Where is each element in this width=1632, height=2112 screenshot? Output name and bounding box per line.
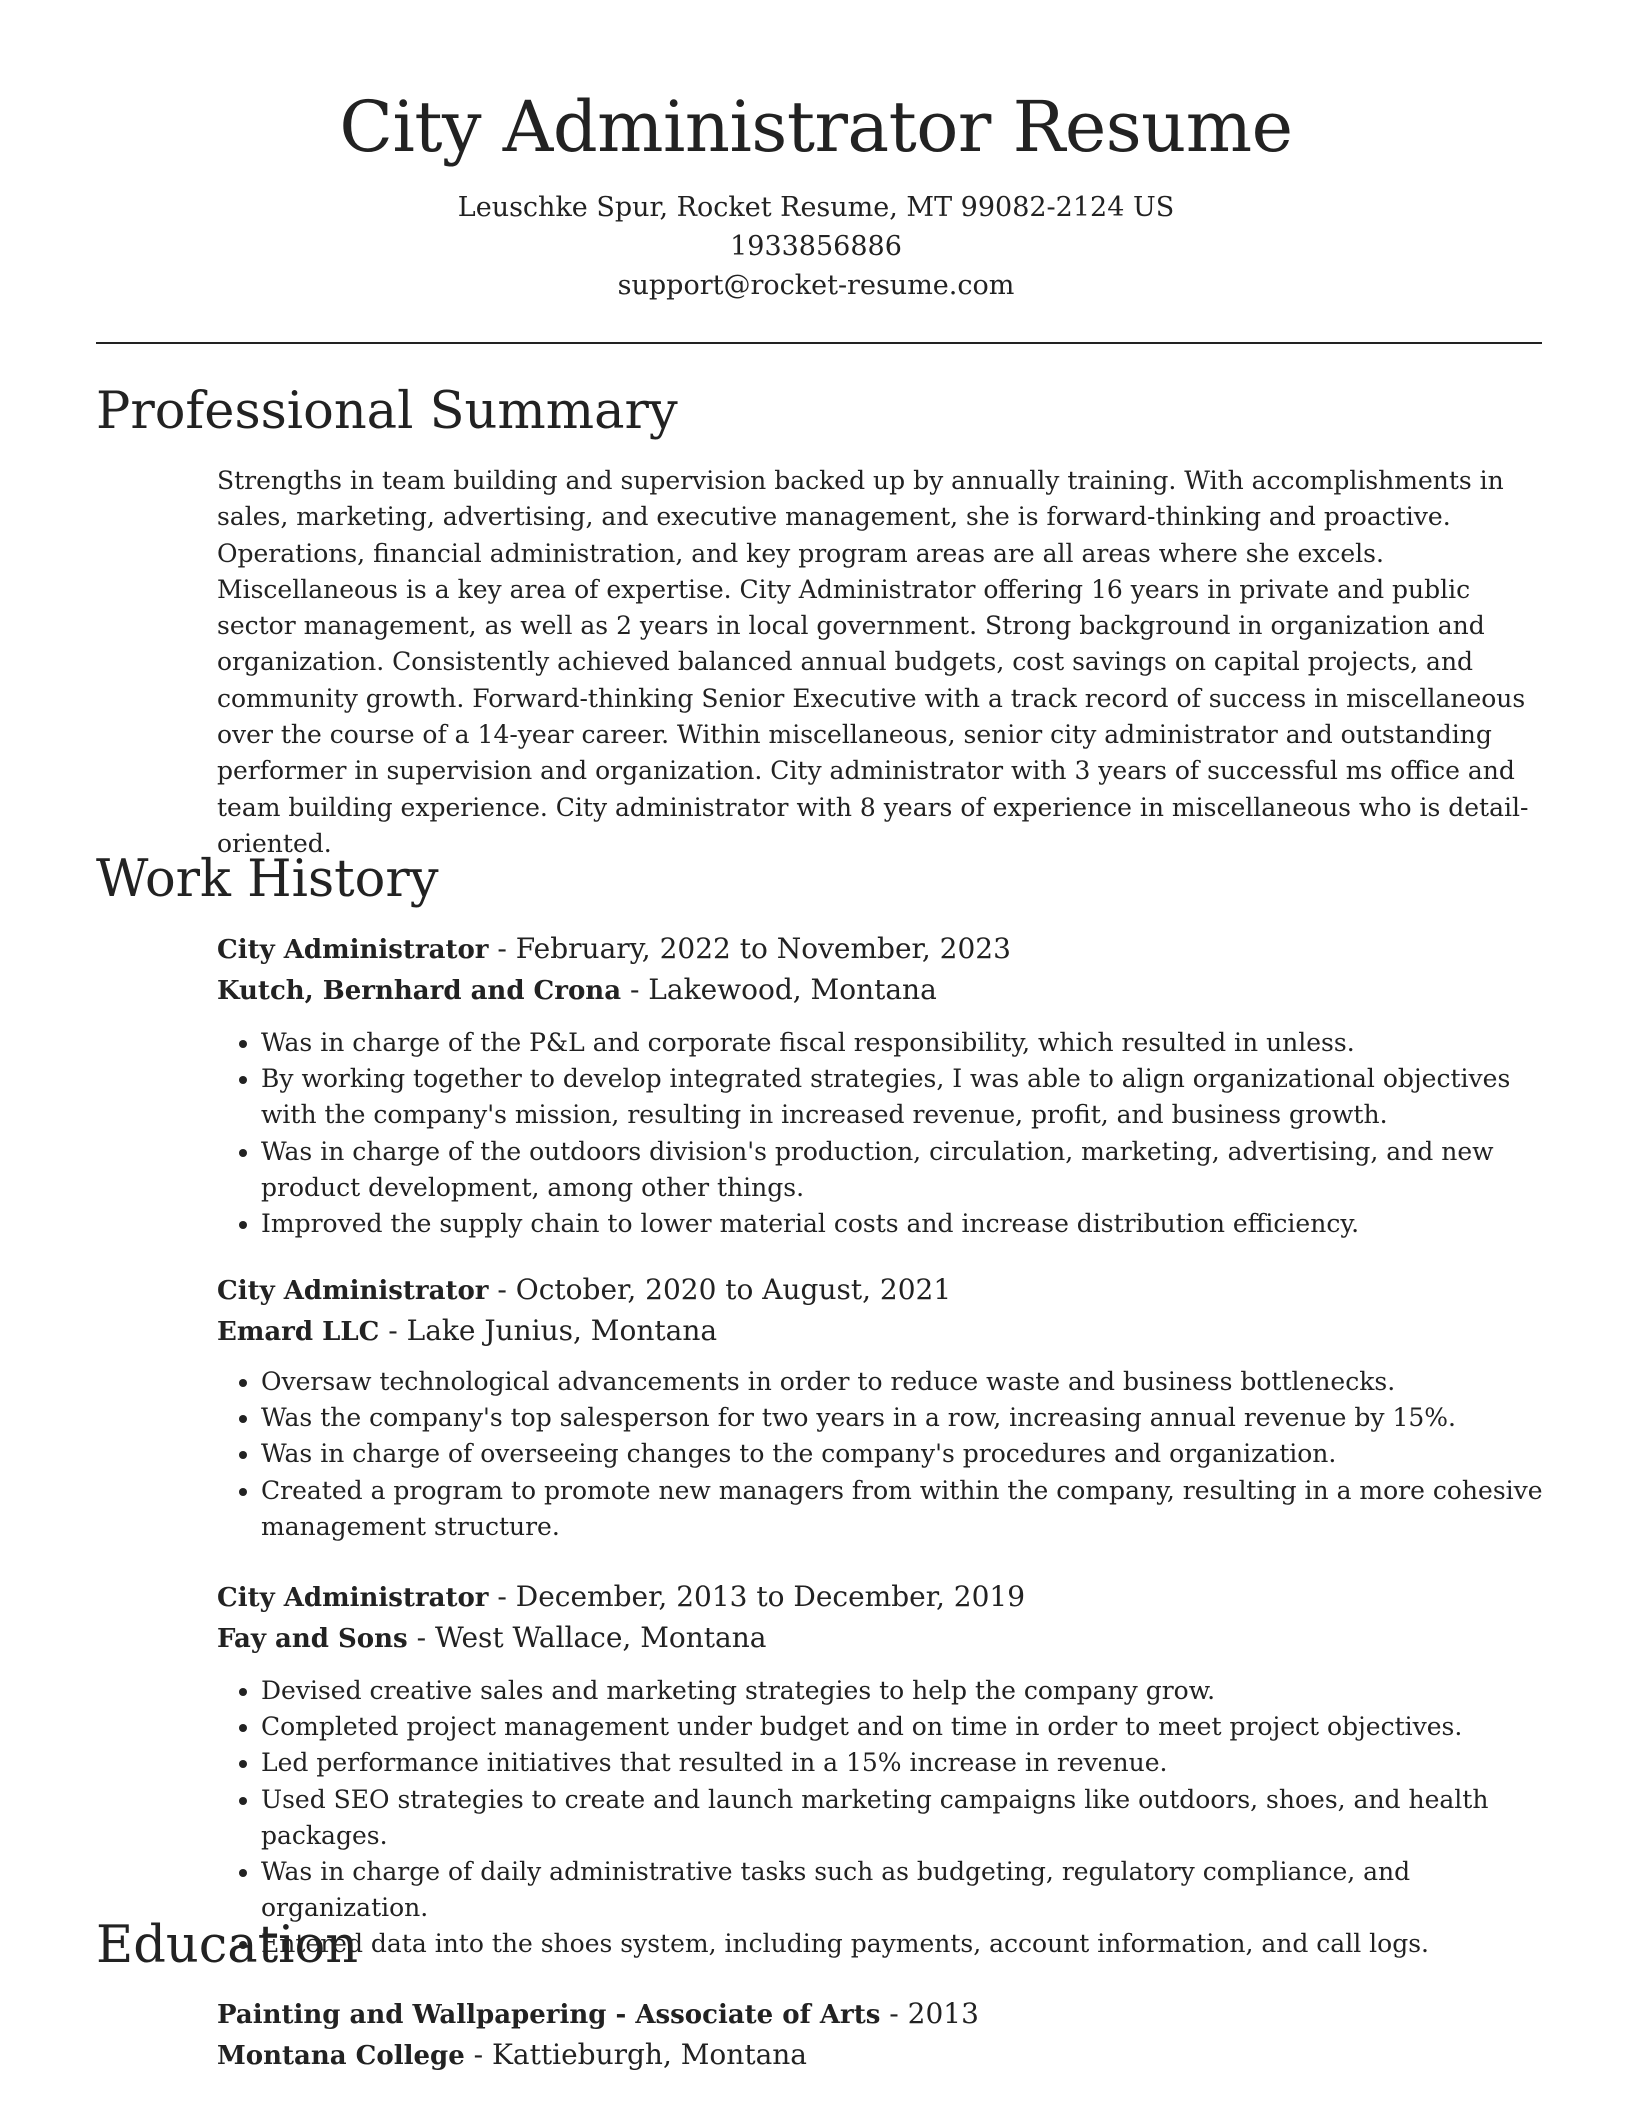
job-bullet: • Oversaw technological advancements in order to reduce waste and business bottlenecks. — [261, 1364, 1547, 1400]
job-bullet: • Used SEO strategies to create and launch marketing campaigns like outdoors, shoes, and health packages. — [261, 1782, 1547, 1854]
job-location: - Lake Junius, Montana — [379, 1314, 718, 1347]
job-title: City Administrator — [217, 1583, 489, 1613]
education-school-line — [217, 2035, 1547, 2076]
job-bullet: • Was the company's top salesperson for two years in a row, increasing annual revenue by 15%. — [261, 1400, 1547, 1436]
job-entry — [217, 1577, 1547, 1963]
job-bullet: • Was in charge of the outdoors division's production, circulation, marketing, advertising, and new product development, among other things. — [261, 1134, 1547, 1206]
job-bullet: • Devised creative sales and marketing strategies to help the company grow. — [261, 1673, 1547, 1709]
address-text: Leuschke Spur, Rocket Resume, MT 99082-2124 US — [457, 192, 1175, 223]
job-title: City Administrator — [217, 935, 489, 965]
job-bullets — [217, 1673, 1547, 1963]
header-divider — [96, 342, 1542, 344]
job-company: Fay and Sons — [217, 1624, 408, 1654]
education-year: - 2013 — [880, 1997, 979, 2030]
job-bullets — [217, 1364, 1547, 1545]
job-company: Kutch, Bernhard and Crona — [217, 976, 622, 1006]
job-bullet: • Was in charge of overseeing changes to the company's procedures and organization. — [261, 1436, 1547, 1472]
job-bullets — [217, 1025, 1547, 1242]
summary-heading: Professional Summary — [96, 382, 678, 441]
job-company-line — [217, 970, 1547, 1011]
job-bullet: • By working together to develop integrated strategies, I was able to align organizational objectives with the company's mission, resulting in increased revenue, profit, and business growth. — [261, 1061, 1547, 1133]
work-history-heading: Work History — [96, 850, 439, 909]
job-bullet: • Improved the supply chain to lower material costs and increase distribution efficiency. — [261, 1206, 1547, 1242]
education-degree: - Associate of Arts — [606, 2000, 881, 2030]
job-bullet: • Entered data into the shoes system, including payments, account information, and call logs. — [261, 1926, 1547, 1962]
email-text: support@rocket-resume.com — [617, 270, 1015, 301]
job-company-line — [217, 1618, 1547, 1659]
summary-text: Strengths in team building and supervision backed up by annually training. With accomplishments in sales, marketing, advertising, and executive management, she is forward-thinking and proactive. Operations, financial administration, and key program areas are all areas where she excels. Miscellaneous is a key area of expertise. City Administrator offering 16 years in private and public sector management, as well as 2 years in local government. Strong background in organization and organization. Consistently achieved balanced annual budgets, cost savings on capital projects, and community growth. Forward-thinking Senior Executive with a track record of success in miscellaneous over the course of a 14-year career. Within miscellaneous, senior city administrator and outstanding performer in supervision and organization. City administrator with 3 years of successful ms office and team building experience. City administrator with 8 years of experience in miscellaneous who is detail-oriented. — [217, 466, 1529, 858]
job-bullet: • Was in charge of daily administrative tasks such as budgeting, regulatory compliance, and organization. — [261, 1854, 1547, 1926]
job-title-line — [217, 1577, 1547, 1618]
job-bullet: • Completed project management under budget and on time in order to meet project objectives. — [261, 1709, 1547, 1745]
job-bullet: • Led performance initiatives that resulted in a 15% increase in revenue. — [261, 1745, 1547, 1781]
job-location: - Lakewood, Montana — [621, 973, 937, 1006]
job-dates: - October, 2020 to August, 2021 — [488, 1273, 952, 1306]
education-school: Montana College — [217, 2041, 465, 2071]
education-field: Painting and Wallpapering — [217, 2000, 607, 2030]
education-entry — [217, 1994, 1547, 2076]
education-degree-line — [217, 1994, 1547, 2035]
job-bullet: • Was in charge of the P&L and corporate fiscal responsibility, which resulted in unless. — [261, 1025, 1547, 1061]
job-dates: - February, 2022 to November, 2023 — [488, 932, 1011, 965]
contact-block — [0, 188, 1632, 305]
job-bullet: • Created a program to promote new managers from within the company, resulting in a more cohesive management structure. — [261, 1473, 1547, 1545]
job-title-line — [217, 1270, 1547, 1311]
job-entry — [217, 1270, 1547, 1545]
education-location: - Kattieburgh, Montana — [464, 2038, 807, 2071]
job-entry — [217, 929, 1547, 1242]
resume-title: City Administrator Resume — [339, 86, 1293, 168]
phone-text: 1933856886 — [730, 231, 902, 262]
job-company: Emard LLC — [217, 1317, 380, 1347]
education-heading: Education — [96, 1916, 359, 1975]
resume-header — [0, 0, 1632, 305]
job-title-line — [217, 929, 1547, 970]
job-company-line — [217, 1311, 1547, 1352]
job-location: - West Wallace, Montana — [407, 1621, 767, 1654]
job-dates: - December, 2013 to December, 2019 — [488, 1580, 1026, 1613]
job-title: City Administrator — [217, 1276, 489, 1306]
